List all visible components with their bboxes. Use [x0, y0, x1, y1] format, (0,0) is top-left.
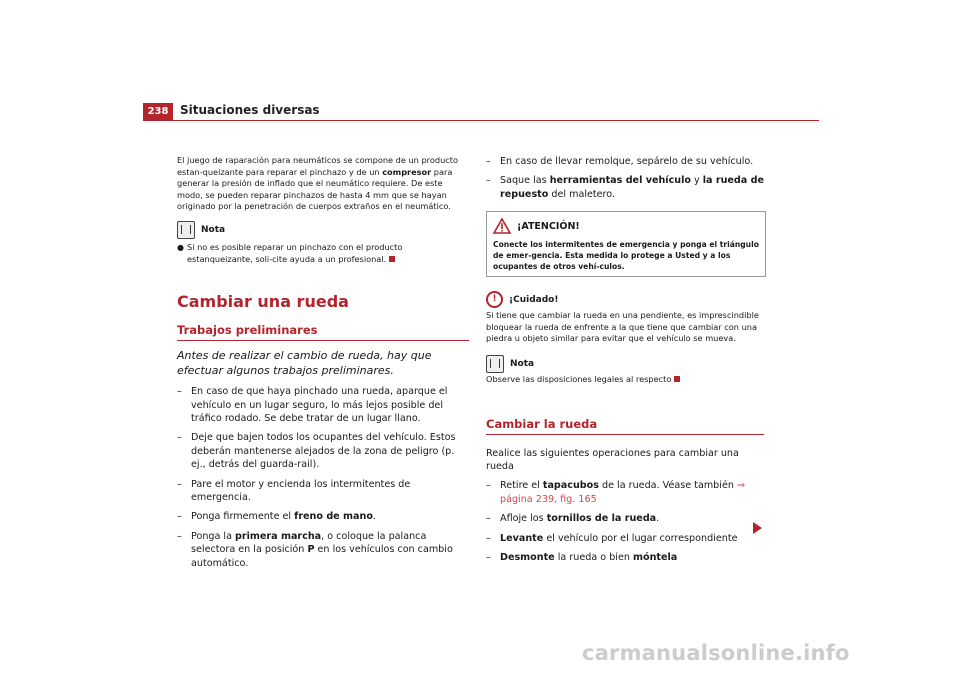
- note-header-2: [486, 355, 768, 373]
- bullet-dot-icon: ●: [177, 242, 184, 252]
- warning-text: Conecte los intermitentes de emergencia y ponga el triángulo de emer-gencia. Esta medida lo protege a Usted y a los ocupantes de otros vehí-culos.: [493, 240, 759, 272]
- lead-text: Antes de realizar el cambio de rueda, hay que efectuar algunos trabajos preliminares.: [177, 349, 432, 378]
- step-item: – Desmonte la rueda o bien móntela: [486, 552, 678, 564]
- note-icon: [486, 355, 504, 373]
- subheading-rule: [177, 340, 469, 341]
- note-header: [177, 221, 469, 239]
- caution-icon: !: [486, 291, 503, 308]
- warning-triangle-icon: [493, 218, 511, 234]
- warning-title: ¡ATENCIÓN!: [517, 220, 580, 232]
- section-title: Situaciones diversas: [180, 103, 320, 117]
- page-number: 238: [143, 103, 173, 120]
- end-mark-icon: [389, 256, 395, 262]
- subheading-rule-2: [486, 434, 764, 435]
- step-item: – Ponga firmemente el freno de mano.: [177, 511, 376, 523]
- lead-text-2: Realice las siguientes operaciones para cambiar una rueda: [486, 447, 739, 472]
- subheading-trabajos: Trabajos preliminares: [177, 323, 318, 338]
- step-item: – Afloje los tornillos de la rueda.: [486, 513, 660, 525]
- step-item: – Retire el tapacubos de la rueda. Véase también ⇒ página 239, fig. 165: [486, 480, 746, 505]
- step-item: – Saque las herramientas del vehículo y la rueda de repuesto del maletero.: [486, 175, 764, 200]
- page-reference-link[interactable]: ⇒ página 239, fig. 165: [500, 480, 746, 505]
- heading-cambiar-rueda: Cambiar una rueda: [177, 292, 349, 312]
- caution-text: Si tiene que cambiar la rueda en una pendiente, es imprescindible bloquear la rueda de enfrente a la que tiene que cambiar con una piedra u objeto similar para evitar que el vehículo se mueva.: [486, 310, 759, 344]
- subheading-cambiar-la-rueda: Cambiar la rueda: [486, 416, 598, 431]
- step-item: – Ponga la primera marcha, o coloque la palanca selectora en la posición P en los vehículos con cambio automático.: [177, 530, 453, 569]
- note-title: Nota: [201, 224, 226, 235]
- header-rule: [143, 120, 819, 121]
- note-icon: [177, 221, 195, 239]
- note-bullet: ● Si no es posible reparar un pinchazo con el producto estanqueizante, soli-cite ayuda a un profesional.: [177, 241, 403, 264]
- note-title-2: Nota: [510, 359, 535, 369]
- caution-title: ¡Cuidado!: [509, 294, 559, 305]
- step-item: – Pare el motor y encienda los intermitentes de emergencia.: [177, 478, 411, 503]
- left-column: [177, 155, 469, 576]
- warning-header: [493, 218, 759, 234]
- step-item: – Levante el vehículo por el lugar correspondiente: [486, 532, 738, 544]
- warning-box: [486, 211, 766, 277]
- end-mark-icon: [674, 376, 680, 382]
- step-item: – En caso de que haya pinchado una rueda, aparque el vehículo en un lugar seguro, lo más lejos posible del tráfico rodado. Se debe tratar de un lugar llano.: [177, 386, 448, 424]
- note-text-2: Observe las disposiciones legales al respecto: [486, 374, 768, 386]
- right-column: [486, 155, 768, 570]
- step-item: – En caso de llevar remolque, sepárelo de su vehículo.: [486, 156, 754, 167]
- continue-arrow-icon: [753, 522, 762, 534]
- intro-paragraph: El juego de raparación para neumáticos se compone de un producto estan-queizante para reparar el pinchazo y de un compresor para generar la presión de inflado que el neumático requiere. De este modo, se pueden reparar pinchazos de hasta 4 mm que se hayan originado por la penetración de cuerpos extraños en el neumático.: [177, 155, 458, 212]
- caution-header: [486, 291, 768, 308]
- step-item: – Deje que bajen todos los ocupantes del vehículo. Estos deberán mantenerse alejados de la zona de peligro (p. ej., detrás del guarda-rail).: [177, 432, 456, 471]
- watermark: carmanualsonline.info: [582, 641, 850, 665]
